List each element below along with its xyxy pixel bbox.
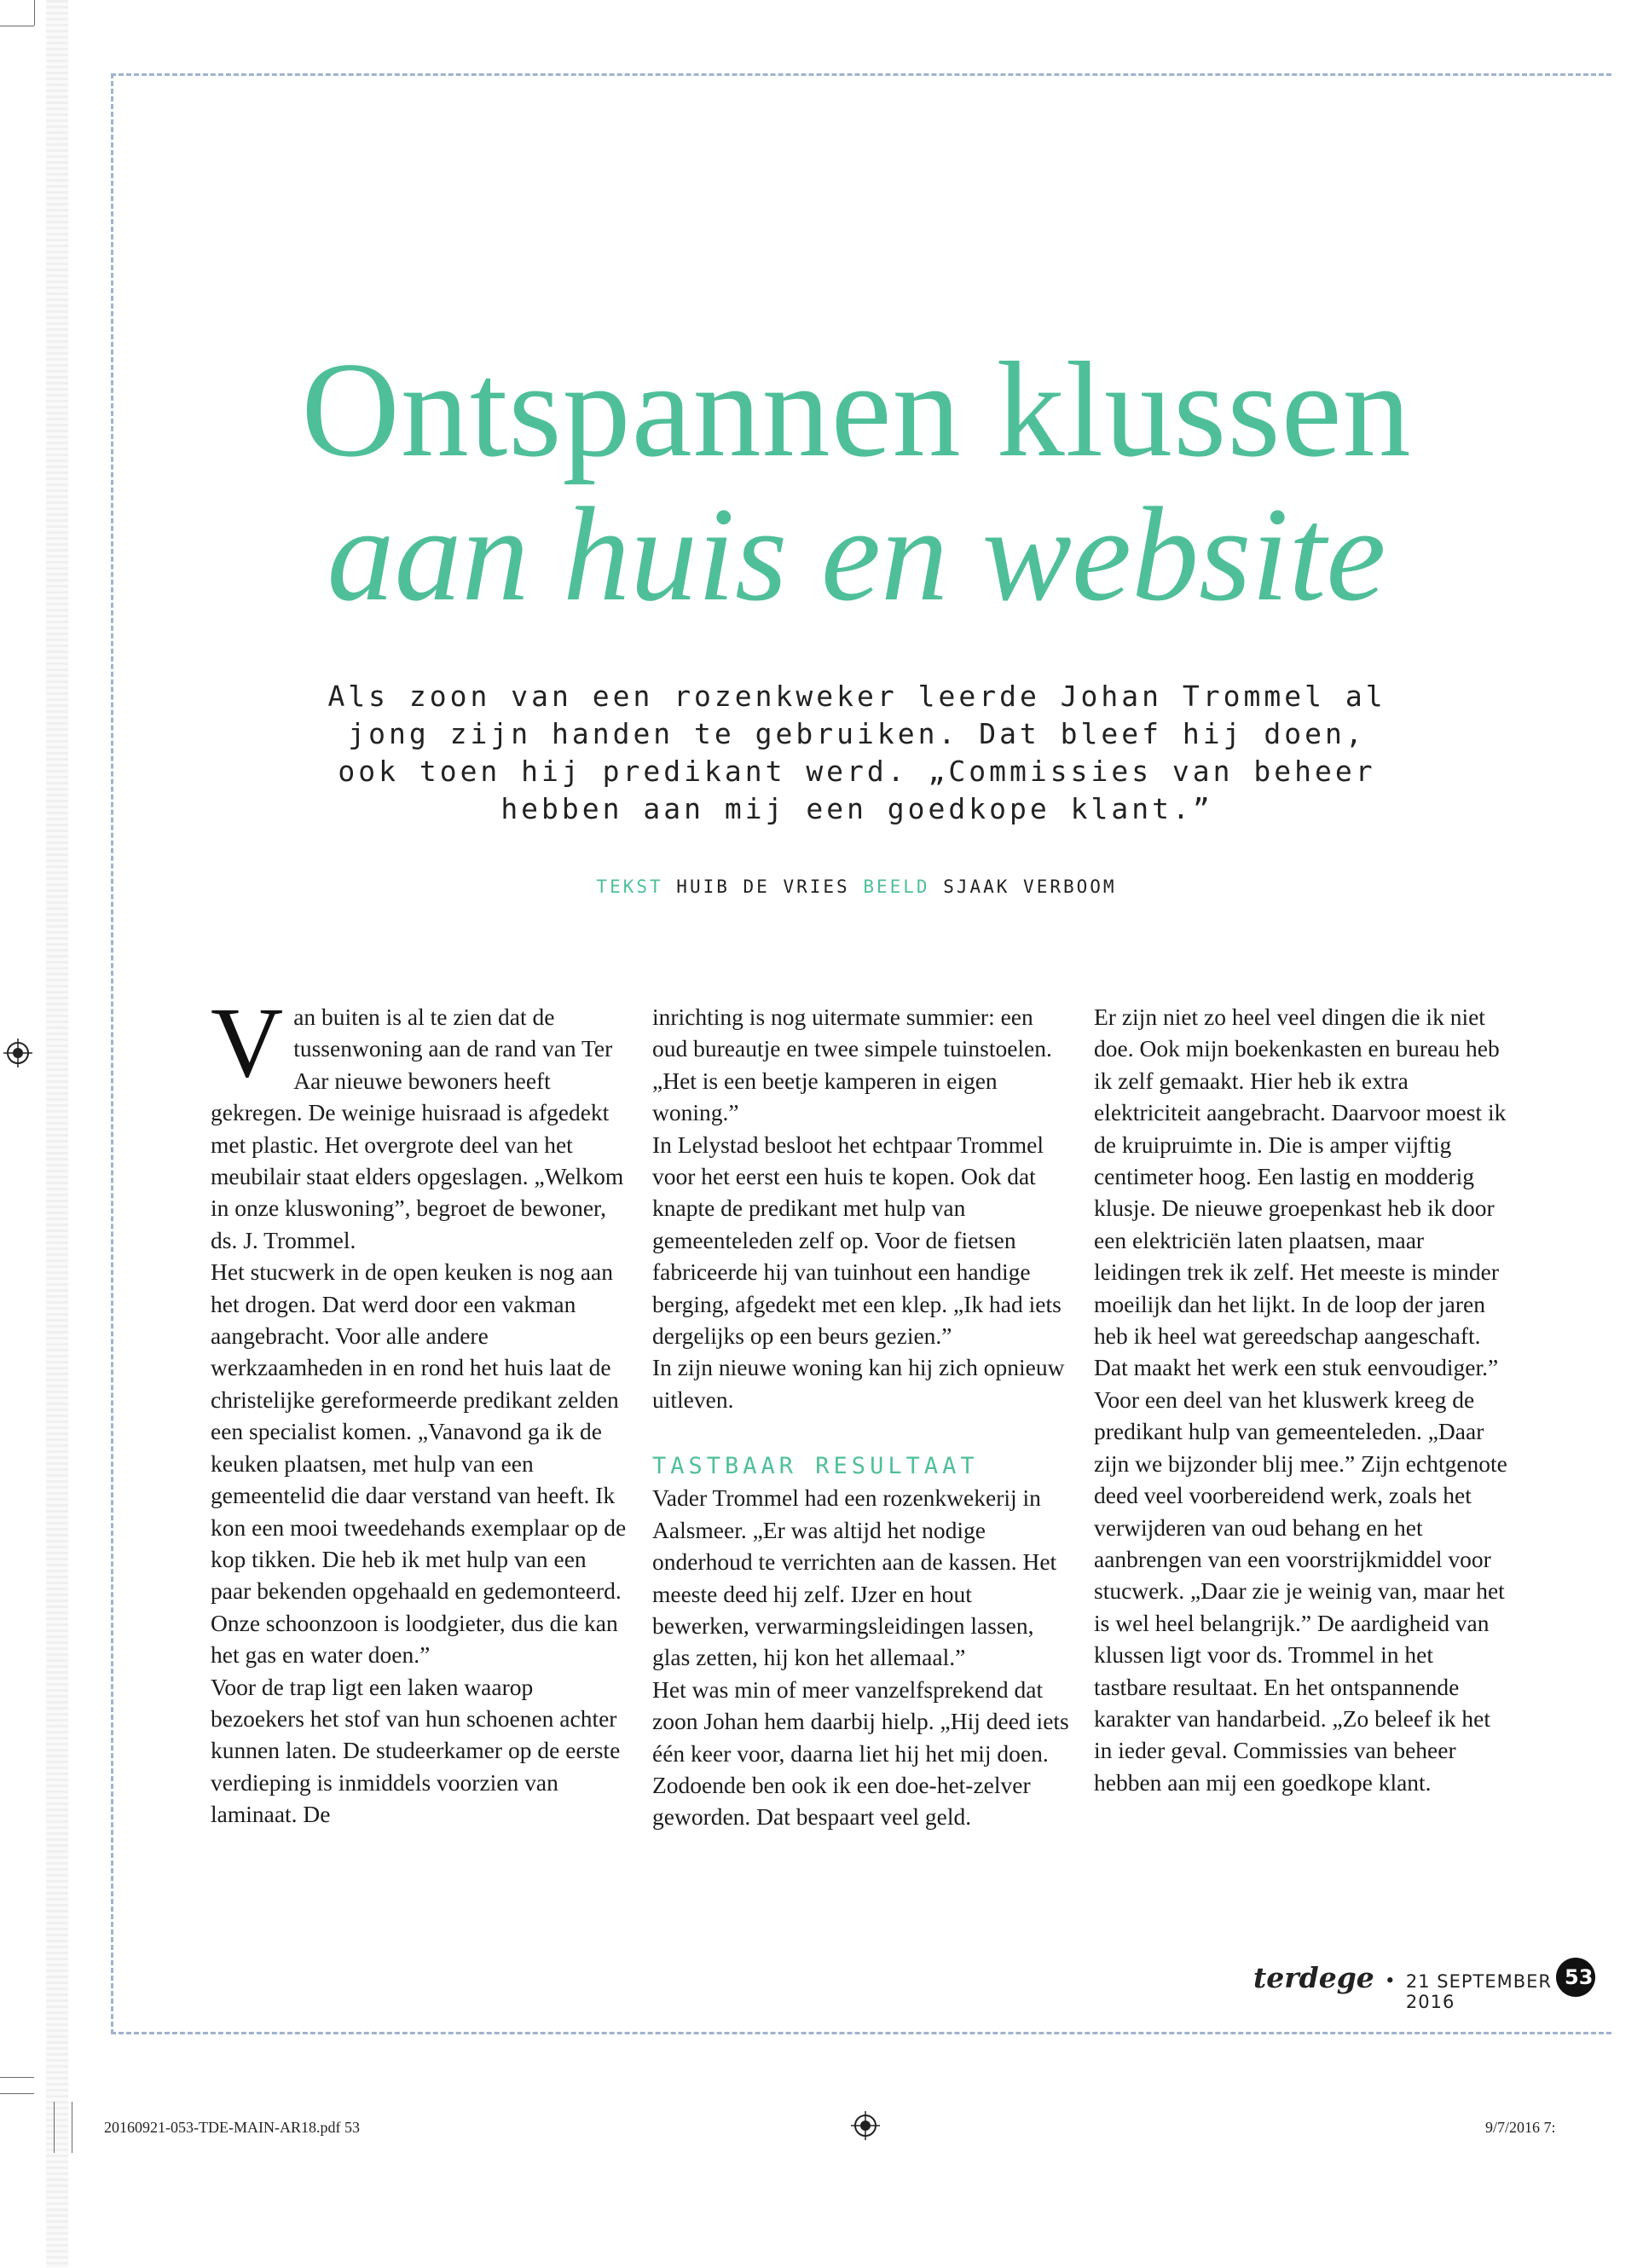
article-column-3 (1094, 1001, 1512, 1798)
paragraph: Vader Trommel had een rozenkwekerij in Aalsmeer. „Er was altijd het nodige onderhoud te verrichten aan de kassen. Het meeste deed hij zelf. IJzer en hout bewerken, verwarmingsleidingen lassen, glas zetten, hij kon het allemaal.” (652, 1484, 1057, 1671)
byline-image-label: BEELD (863, 877, 930, 897)
page-footer (1253, 1961, 1573, 2012)
intro-lead: Als zoon van een rozenkweker leerde Johan Trommel al jong zijn handen te gebruiken. Dat bleef hij doen, ook toen hij predikant werd. „Commissies van beheer hebben aan mij een goedkope klant.” (327, 680, 1386, 825)
paragraph: In Lelystad besloot het echtpaar Trommel voor het eerst een huis te kopen. Ook dat knapte de predikant met hulp van gemeenteleden zelf op. Voor de fietsen fabriceerde hij van tuinhout een handige berging, afgedekt met een klep. „Ik had iets dergelijks op een beurs gezien.” (652, 1131, 1062, 1350)
paragraph: Het was min of meer vanzelfsprekend dat zoon Johan hem daarbij hielp. „Hij deed iets één keer voor, daarna liet hij het mij doen. Zodoende ben ook ik een doe-het-zelver geworden. Dat bespaart veel geld. (652, 1675, 1069, 1831)
print-slug-timestamp: 9/7/2016 7: (1485, 2119, 1556, 2136)
byline-text-label: TEKST (596, 877, 663, 897)
issue-date: 21 SEPTEMBER 2016 (1405, 1971, 1553, 2012)
paragraph: inrichting is nog uitermate summier: een oud bureautje en twee simpele tuinstoelen. „Het is een beetje kamperen in eigen woning.” (652, 1004, 1052, 1126)
byline (70, 877, 1643, 897)
paragraph: Voor de trap ligt een laken waarop bezoekers het stof van hun schoenen achter kunnen laten. De studeerkamer op de eerste verdieping is inmiddels voorzien van laminaat. De (211, 1673, 621, 1828)
crop-mark (34, 0, 35, 26)
headline-line-1: Ontspannen klussen (301, 333, 1412, 485)
article-column-1 (211, 986, 628, 1831)
headline-line-2: aan huis en website (327, 480, 1386, 629)
page-number: 53 (1556, 1958, 1595, 1997)
print-slug-file: 20160921-053-TDE-MAIN-AR18.pdf 53 (104, 2119, 360, 2136)
crop-mark (0, 2093, 34, 2094)
registration-mark-icon (3, 1039, 32, 1067)
paragraph: In zijn nieuwe woning kan hij zich opnieuw uitleven. (652, 1354, 1065, 1413)
paragraph: an buiten is al te zien dat de tussenwoning aan de rand van Ter Aar nieuwe bewoners heeft gekregen. De weinige huisraad is afgedekt met plastic. Het overgrote deel van het meubilair staat elders opgeslagen. „Welkom in onze kluswoning”, begroet de bewoner, ds. J. Trommel. (211, 1004, 624, 1253)
crop-strip (46, 0, 68, 2268)
registration-mark-icon (851, 2111, 880, 2140)
crop-mark (54, 2102, 55, 2153)
crop-mark (0, 2077, 34, 2078)
paragraph: Er zijn niet zo heel veel dingen die ik niet doe. Ook mijn boekenkasten en bureau heb ik zelf gemaakt. Hier heb ik extra elektriciteit aangebracht. Daarvoor moest ik de kruipruimte in. Die is amper vijftig centimeter hoog. Een lastig en modderig klusje. De nieuwe groepenkast heb ik door een elektriciën laten plaatsen, maar leidingen trek ik zelf. Het meeste is minder moeilijk dan het lijkt. In de loop der jaren heb ik heel wat gereedschap aangeschaft. Dat maakt het werk een stuk eenvoudiger.” (1094, 1004, 1507, 1381)
byline-author: HUIB DE VRIES (676, 877, 850, 897)
section-subhead: TASTBAAR RESULTAAT (652, 1453, 979, 1480)
footer-separator: • (1386, 1968, 1394, 1993)
paragraph: Voor een deel van het kluswerk kreeg de predikant hulp van gemeenteleden. „Daar zijn we bijzonder blij mee.” Zijn echtgenote deed veel voorbereidend werk, zoals het verwijderen van oud behang en het aanbrengen van een voorstrijkmiddel voor stucwerk. „Daar zie je weinig van, maar het is wel heel belangrijk.” De aardigheid van klussen ligt voor ds. Trommel in het tastbare resultaat. En het ontspannende karakter van handarbeid. „Zo beleef ik het in ieder geval. Commissies van beheer hebben aan mij een goedkope klant. (1094, 1386, 1507, 1796)
magazine-brand: terdege (1253, 1961, 1374, 1994)
paragraph: Het stucwerk in de open keuken is nog aan het drogen. Dat werd door een vakman aangebracht. Voor alle andere werkzaamheden in en rond het huis laat de christelijke gereformeerde predikant zelden een specialist komen. „Vanavond ga ik de keuken plaatsen, met hulp van een gemeentelid die daar verstand van heeft. Ik kon een mooi tweedehands exemplaar op de kop tikken. Die heb ik met hulp van een paar bekenden opgehaald en gedemonteerd. Onze schoonzoon is loodgieter, dus die kan het gas en water doen.” (211, 1258, 627, 1669)
byline-photographer: SJAAK VERBOOM (943, 877, 1117, 897)
article-column-2 (652, 1001, 1070, 1833)
drop-cap: V (211, 986, 284, 1098)
